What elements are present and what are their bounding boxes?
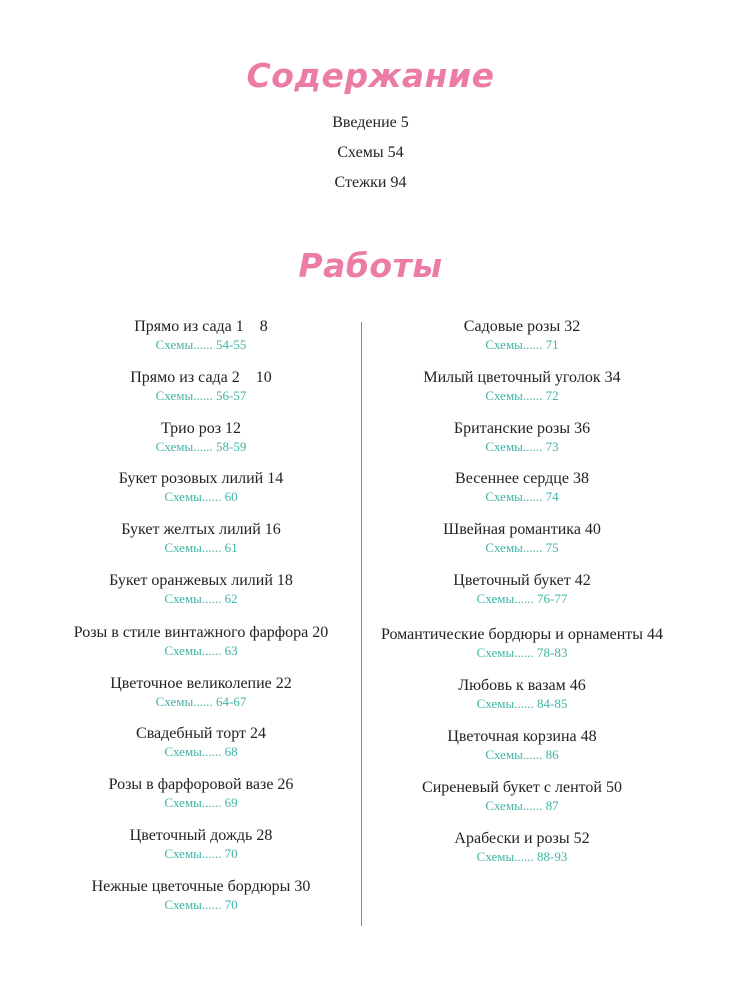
works-heading: Работы <box>298 246 443 285</box>
toc-entry-schemes: Схемы...... 84-85 <box>476 696 568 711</box>
toc-entry-title: Свадебный торт 24 <box>136 725 266 742</box>
toc-entry-title: Нежные цветочные бордюры 30 <box>91 878 311 895</box>
toc-entry-schemes: Схемы...... 73 <box>485 439 559 454</box>
toc-entry-title: Букет оранжевых лилий 18 <box>109 572 293 589</box>
toc-entry-schemes: Схемы...... 88-93 <box>476 849 568 864</box>
toc-entry[interactable] <box>41 318 361 353</box>
toc-entry-schemes: Схемы...... 71 <box>485 337 559 352</box>
toc-entry-schemes: Схемы...... 61 <box>164 540 238 555</box>
toc-entry[interactable] <box>362 420 682 455</box>
toc-entry-schemes: Схемы...... 56-57 <box>155 388 247 403</box>
toc-entry-title: Швейная романтика 40 <box>443 521 601 538</box>
toc-entry[interactable] <box>41 521 361 556</box>
contents-item-intro[interactable]: Введение 5 <box>332 114 409 131</box>
toc-entry[interactable] <box>362 318 682 353</box>
toc-entry[interactable] <box>41 369 361 404</box>
toc-entry[interactable] <box>362 677 682 712</box>
toc-entry[interactable] <box>41 624 361 659</box>
toc-entry-schemes: Схемы...... 76-77 <box>476 591 568 606</box>
toc-entry-schemes: Схемы...... 72 <box>485 388 559 403</box>
toc-entry-schemes: Схемы...... 75 <box>485 540 559 555</box>
toc-entry-title: Весеннее сердце 38 <box>455 470 589 487</box>
toc-entry-title: Арабески и розы 52 <box>454 830 590 847</box>
toc-entry-title: Сиреневый букет с лентой 50 <box>422 779 622 796</box>
toc-entry-title: Розы в стиле винтажного фарфора 20 <box>73 624 329 641</box>
toc-entry-schemes: Схемы...... 69 <box>164 795 238 810</box>
toc-entry[interactable] <box>41 827 361 862</box>
toc-entry-schemes: Схемы...... 64-67 <box>155 694 247 709</box>
toc-entry-title: Милый цветочный уголок 34 <box>423 369 621 386</box>
toc-entry-title: Романтические бордюры и орнаменты 44 <box>380 626 664 643</box>
toc-entry[interactable] <box>362 572 682 607</box>
toc-entry-title: Трио роз 12 <box>160 420 242 437</box>
toc-entry-title: Прямо из сада 2 10 <box>130 369 272 386</box>
toc-entry-schemes: Схемы...... 87 <box>485 798 559 813</box>
toc-entry-title: Цветочный букет 42 <box>453 572 591 589</box>
toc-entry-title: Садовые розы 32 <box>463 318 581 335</box>
toc-entry[interactable] <box>362 779 682 814</box>
toc-entry-schemes: Схемы...... 70 <box>164 846 238 861</box>
toc-entry-schemes: Схемы...... 58-59 <box>155 439 247 454</box>
toc-entry-title: Цветочное великолепие 22 <box>110 675 292 692</box>
toc-entry-schemes: Схемы...... 54-55 <box>155 337 247 352</box>
toc-entry[interactable] <box>362 470 682 505</box>
toc-entry[interactable] <box>41 776 361 811</box>
contents-heading: Содержание <box>246 56 495 95</box>
toc-entry[interactable] <box>41 675 361 710</box>
toc-entry-schemes: Схемы...... 78-83 <box>476 645 568 660</box>
toc-entry-title: Британские розы 36 <box>453 420 591 437</box>
toc-entry-title: Цветочная корзина 48 <box>447 728 597 745</box>
toc-entry[interactable] <box>362 830 682 865</box>
toc-entry[interactable] <box>41 572 361 607</box>
toc-entry-schemes: Схемы...... 60 <box>164 489 238 504</box>
toc-entry[interactable] <box>362 369 682 404</box>
toc-entry-schemes: Схемы...... 68 <box>164 744 238 759</box>
toc-entry-title: Розы в фарфоровой вазе 26 <box>108 776 294 793</box>
toc-entry-schemes: Схемы...... 74 <box>485 489 559 504</box>
toc-entry-schemes: Схемы...... 62 <box>164 591 238 606</box>
toc-entry[interactable] <box>41 420 361 455</box>
contents-item-schemes[interactable]: Схемы 54 <box>337 144 404 161</box>
toc-entry-title: Букет желтых лилий 16 <box>121 521 281 538</box>
toc-entry-schemes: Схемы...... 63 <box>164 643 238 658</box>
toc-entry-schemes: Схемы...... 86 <box>485 747 559 762</box>
toc-entry-title: Любовь к вазам 46 <box>458 677 586 694</box>
contents-item-stitches[interactable]: Стежки 94 <box>334 174 407 191</box>
toc-entry-title: Прямо из сада 1 8 <box>134 318 268 335</box>
toc-entry-title: Цветочный дождь 28 <box>129 827 273 844</box>
toc-entry[interactable] <box>41 470 361 505</box>
toc-entry-schemes: Схемы...... 70 <box>164 897 238 912</box>
toc-entry[interactable] <box>362 728 682 763</box>
toc-entry[interactable] <box>41 725 361 760</box>
toc-entry[interactable] <box>362 521 682 556</box>
toc-entry[interactable] <box>41 878 361 913</box>
toc-entry-title: Букет розовых лилий 14 <box>118 470 284 487</box>
toc-entry[interactable] <box>362 626 682 661</box>
